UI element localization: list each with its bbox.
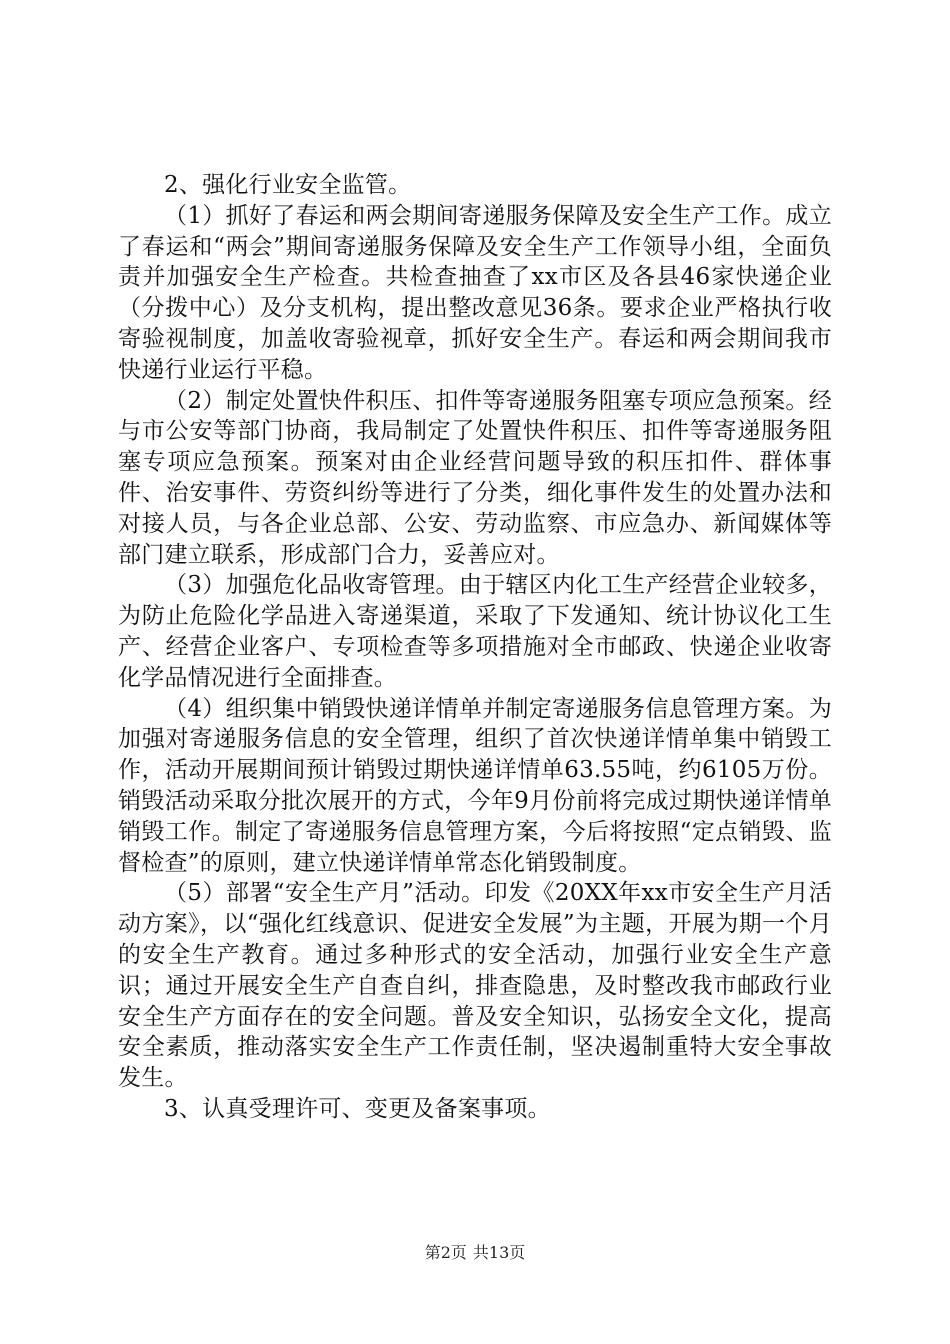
paragraph-item-4: （4）组织集中销毁快递详情单并制定寄递服务信息管理方案。为加强对寄递服务信息的安全管理，组织了首次快递详情单集中销毁工作，活动开展期间预计销毁过期快递详情单63.55吨，约6105万份。销毁活动采取分批次展开的方式，今年9月份前将完成过期快递详情单销毁工作。制定了寄递服务信息管理方案，今后将按照“定点销毁、监督检查”的原则，建立快递详情单常态化销毁制度。: [118, 695, 832, 876]
section-heading-2: 2、强化行业安全监管。: [164, 172, 412, 198]
paragraph-item-2: （2）制定处置快件积压、扣件等寄递服务阻塞专项应急预案。经与市公安等部门协商，我局制定了处置快件积压、扣件等寄递服务阻塞专项应急预案。预案对由企业经营问题导致的积压扣件、群体事件、治安事件、劳资纠纷等进行了分类，细化事件发生的处置办法和对接人员，与各企业总部、公安、劳动监察、市应急办、新闻媒体等部门建立联系，形成部门合力，妥善应对。: [118, 387, 832, 568]
page-total: 共13页: [472, 1243, 526, 1262]
paragraph-item-5: （5）部署“安全生产月”活动。印发《20XX年xx市安全生产月活动方案》，以“强化红线意识、促进安全发展”为主题，开展为期一个月的安全生产教育。通过多种形式的安全活动，加强行业安全生产意识；通过开展安全生产自查自纠，排查隐患，及时整改我市邮政行业安全生产方面存在的安全问题。普及安全知识，弘扬安全文化，提高安全素质，推动落实安全生产工作责任制，坚决遏制重特大安全事故发生。: [118, 880, 832, 1092]
paragraph-item-1: （1）抓好了春运和两会期间寄递服务保障及安全生产工作。成立了春运和“两会”期间寄递服务保障及安全生产工作领导小组，全面负责并加强安全生产检查。共检查抽查了xx市区及各县46家快递企业（分拨中心）及分支机构，提出整改意见36条。要求企业严格执行收寄验视制度，加盖收寄验视章，抓好安全生产。春运和两会期间我市快递行业运行平稳。: [118, 202, 832, 383]
section-heading-3: 3、认真受理许可、变更及备案事项。: [164, 1095, 551, 1122]
page-number: 第2页: [424, 1243, 467, 1262]
page-footer: [0, 1243, 950, 1263]
document-body: [118, 170, 832, 1125]
paragraph-item-3: （3）加强危化品收寄管理。由于辖区内化工生产经营企业较多，为防止危险化学品进入寄递渠道，采取了下发通知、统计协议化工生产、经营企业客户、专项检查等多项措施对全市邮政、快递企业收寄化学品情况进行全面排查。: [118, 572, 832, 691]
